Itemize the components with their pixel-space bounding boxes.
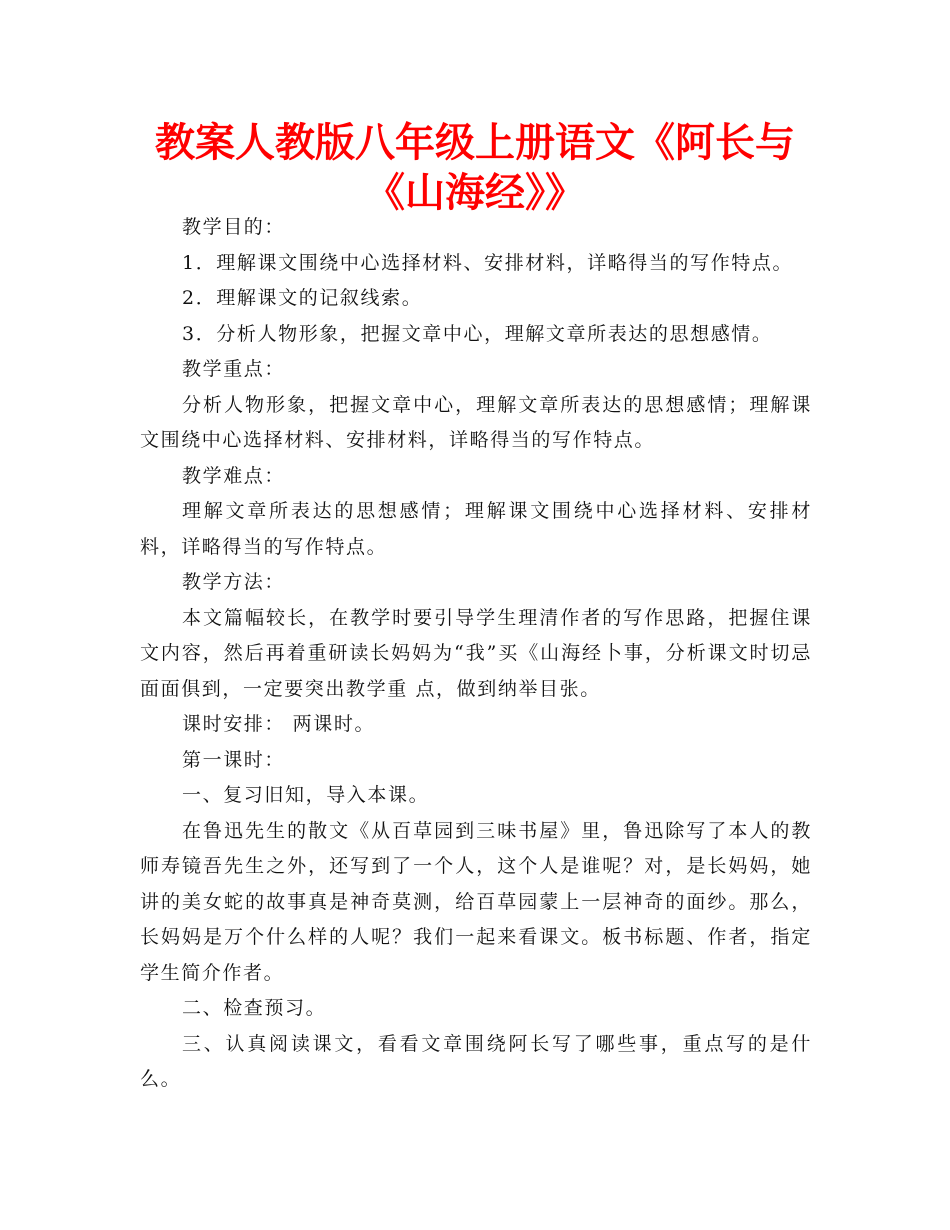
schedule-text: 课时安排： 两课时。 <box>182 713 376 735</box>
difficulties-text: 理解文章所表达的思想感情；理解课文围绕中心选择材料、安排材料，详略得当的写作特点。 <box>140 500 812 558</box>
section-heading-lesson-one: 第一课时： <box>182 748 286 771</box>
objective-item-2: 2．理解课文的记叙线索。 <box>182 287 423 309</box>
step-three-text: 三、认真阅读课文，看看文章围绕阿长写了哪些事，重点写的是什么。 <box>140 1032 812 1090</box>
objective-item-1: 1．理解课文围绕中心选择材料、安排材料，详略得当的写作特点。 <box>182 251 794 274</box>
step-one-heading: 一、复习旧知，导入本课。 <box>182 784 430 806</box>
section-heading-difficulties: 教学难点： <box>182 464 286 487</box>
document-body <box>140 210 812 1098</box>
section-heading-objectives: 教学目的： <box>182 216 286 238</box>
step-two-heading: 二、检查预习。 <box>182 997 327 1019</box>
step-one-text: 在鲁迅先生的散文《从百草园到三味书屋》里，鲁迅除写了本人的教师寿镜吾先生之外，还写到了一个人，这个人是谁呢？对，是长妈妈，她讲的美女蛇的故事真是神奇莫测，给百草园蒙上一层神奇的面纱。那么，长妈妈是万个什么样的人呢？我们一起来看课文。板书标题、作者，指定学生简介作者。 <box>140 819 812 984</box>
document-title: 教案人教版八年级上册语文《阿长与《山海经》》 <box>155 120 795 216</box>
section-heading-methods: 教学方法： <box>182 571 286 593</box>
section-heading-key-points: 教学重点： <box>182 358 286 380</box>
methods-text: 本文篇幅较长，在教学时要引导学生理清作者的写作思路，把握住课文内容，然后再着重研读长妈妈为“我”买《山海经卜事，分析课文时切忌面面俱到，一定要突出教学重 点，做到纳举目张。 <box>140 606 812 700</box>
objective-item-3: 3．分析人物形象，把握文章中心，理解文章所表达的思想感情。 <box>182 322 773 345</box>
key-points-text: 分析人物形象，把握文章中心，理解文章所表达的思想感情；理解课文围绕中心选择材料、安排材料，详略得当的写作特点。 <box>140 393 812 451</box>
